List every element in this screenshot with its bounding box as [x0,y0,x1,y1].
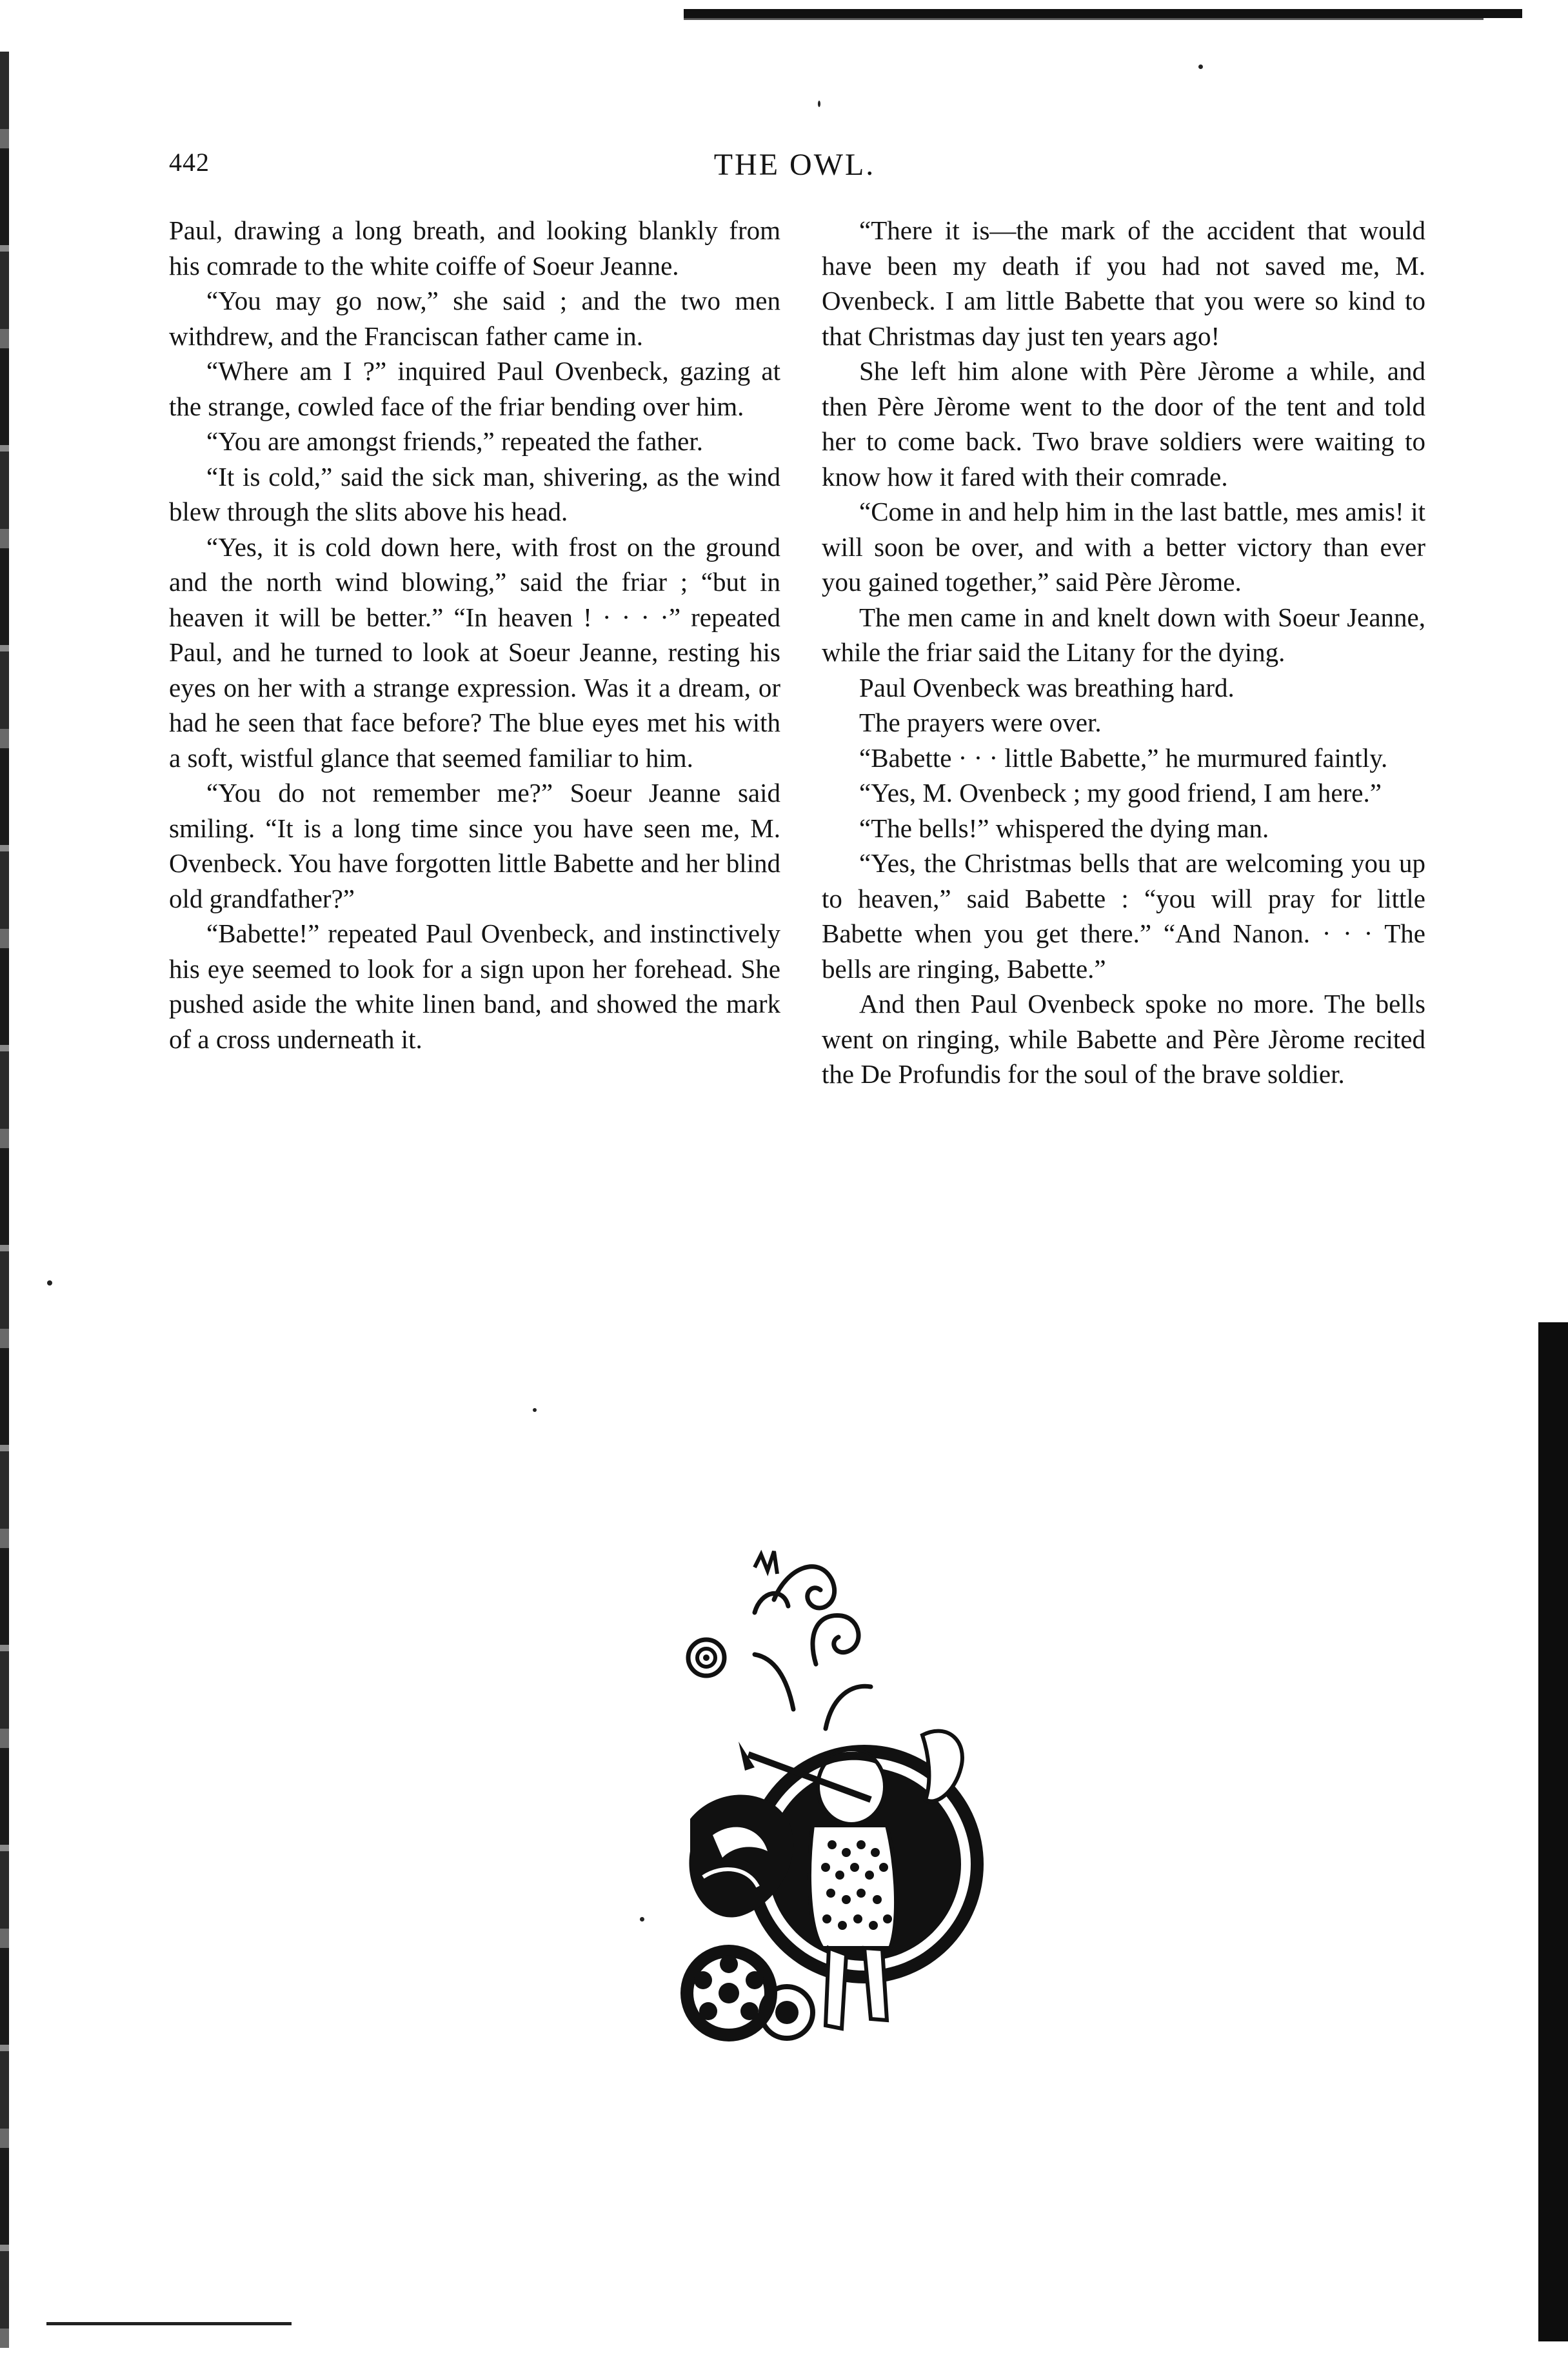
paragraph: “You may go now,” she said ; and the two men withdrew, and the Franciscan father came in. [169,286,780,351]
paragraph: Paul, drawing a long breath, and looking blankly from his comrade to the white coiffe of Soeur Jeanne. [169,215,780,281]
paragraph: “Yes, the Christmas bells that are welcoming you up to heaven,” said Babette : “you will pray for little Babette when you get there.” “And Nanon. · · · The bells are ringing, Babette.” [822,848,1425,984]
ink-speck [47,1280,52,1286]
paragraph: “Where am I ?” inquired Paul Ovenbeck, gazing at the strange, cowled face of the friar bending over him. [169,356,780,421]
ink-speck [818,101,820,107]
ink-speck [533,1408,537,1412]
paragraph: Paul Ovenbeck was breathing hard. [859,672,1235,702]
right-column [822,213,1425,1092]
paragraph: “Yes, it is cold down here, with frost on the ground and the north wind blowing,” said the friar ; “but in heaven it will be better.” “In heaven ! · · · ·” repeated Paul, and he turned to look at Soeur Jeanne, resting his eyes on her with a strange expression. Was it a dream, or had he seen that face before? The blue eyes met his with a soft, wistful glance that seemed familiar to him. [169,531,780,773]
top-rule [684,9,1522,18]
paragraph: The prayers were over. [859,708,1102,737]
paragraph: “The bells!” whispered the dying man. [859,813,1269,843]
paragraph: The men came in and knelt down with Soeur Jeanne, while the friar said the Litany for the dying. [822,602,1425,667]
paragraph: She left him alone with Père Jèrome a while, and then Père Jèrome went to the door of the tent and told her to come back. Two brave soldiers were waiting to know how it fared with their comrade. [822,356,1425,492]
page-edge-shadow [1538,1322,1568,2341]
cherub-tailpiece-ornament [677,1542,1013,2077]
paragraph: And then Paul Ovenbeck spoke no more. The bells went on ringing, while Babette and Père Jèrome recited the De Profundis for the soul of the brave soldier. [822,989,1425,1089]
paragraph: “Babette · · · little Babette,” he murmured faintly. [859,742,1388,773]
page-header [169,147,1420,192]
left-column [169,213,780,1057]
paragraph: “It is cold,” said the sick man, shivering, as the wind blew through the slits above his head. [169,461,780,526]
paragraph: “Come in and help him in the last battle, mes amis! it will soon be over, and with a better victory than ever you gained together,” said Père Jèrome. [822,497,1425,597]
paragraph: “Babette!” repeated Paul Ovenbeck, and instinctively his eye seemed to look for a sign upon her forehead. She pushed aside the white linen band, and showed the mark of a cross underneath it. [169,919,780,1054]
paragraph: “Yes, M. Ovenbeck ; my good friend, I am here.” [859,778,1382,808]
binding-edge-shadow [0,52,9,2348]
ink-speck [1198,65,1203,69]
page-number: 442 [169,148,210,177]
paragraph: “There it is—the mark of the accident that would have been my death if you had not saved me, M. Ovenbeck. I am little Babette that you were so kind to that Christmas day just ten years ago! [822,215,1425,351]
ink-speck [640,1917,644,1922]
paragraph: “You are amongst friends,” repeated the father. [206,426,703,456]
running-head: THE OWL. [713,148,876,182]
top-rule-shadow [684,18,1484,20]
paragraph: “You do not remember me?” Soeur Jeanne said smiling. “It is a long time since you have seen me, M. Ovenbeck. You have forgotten little Babette and her blind old grandfather?” [169,778,780,913]
bottom-rule [46,2322,292,2325]
